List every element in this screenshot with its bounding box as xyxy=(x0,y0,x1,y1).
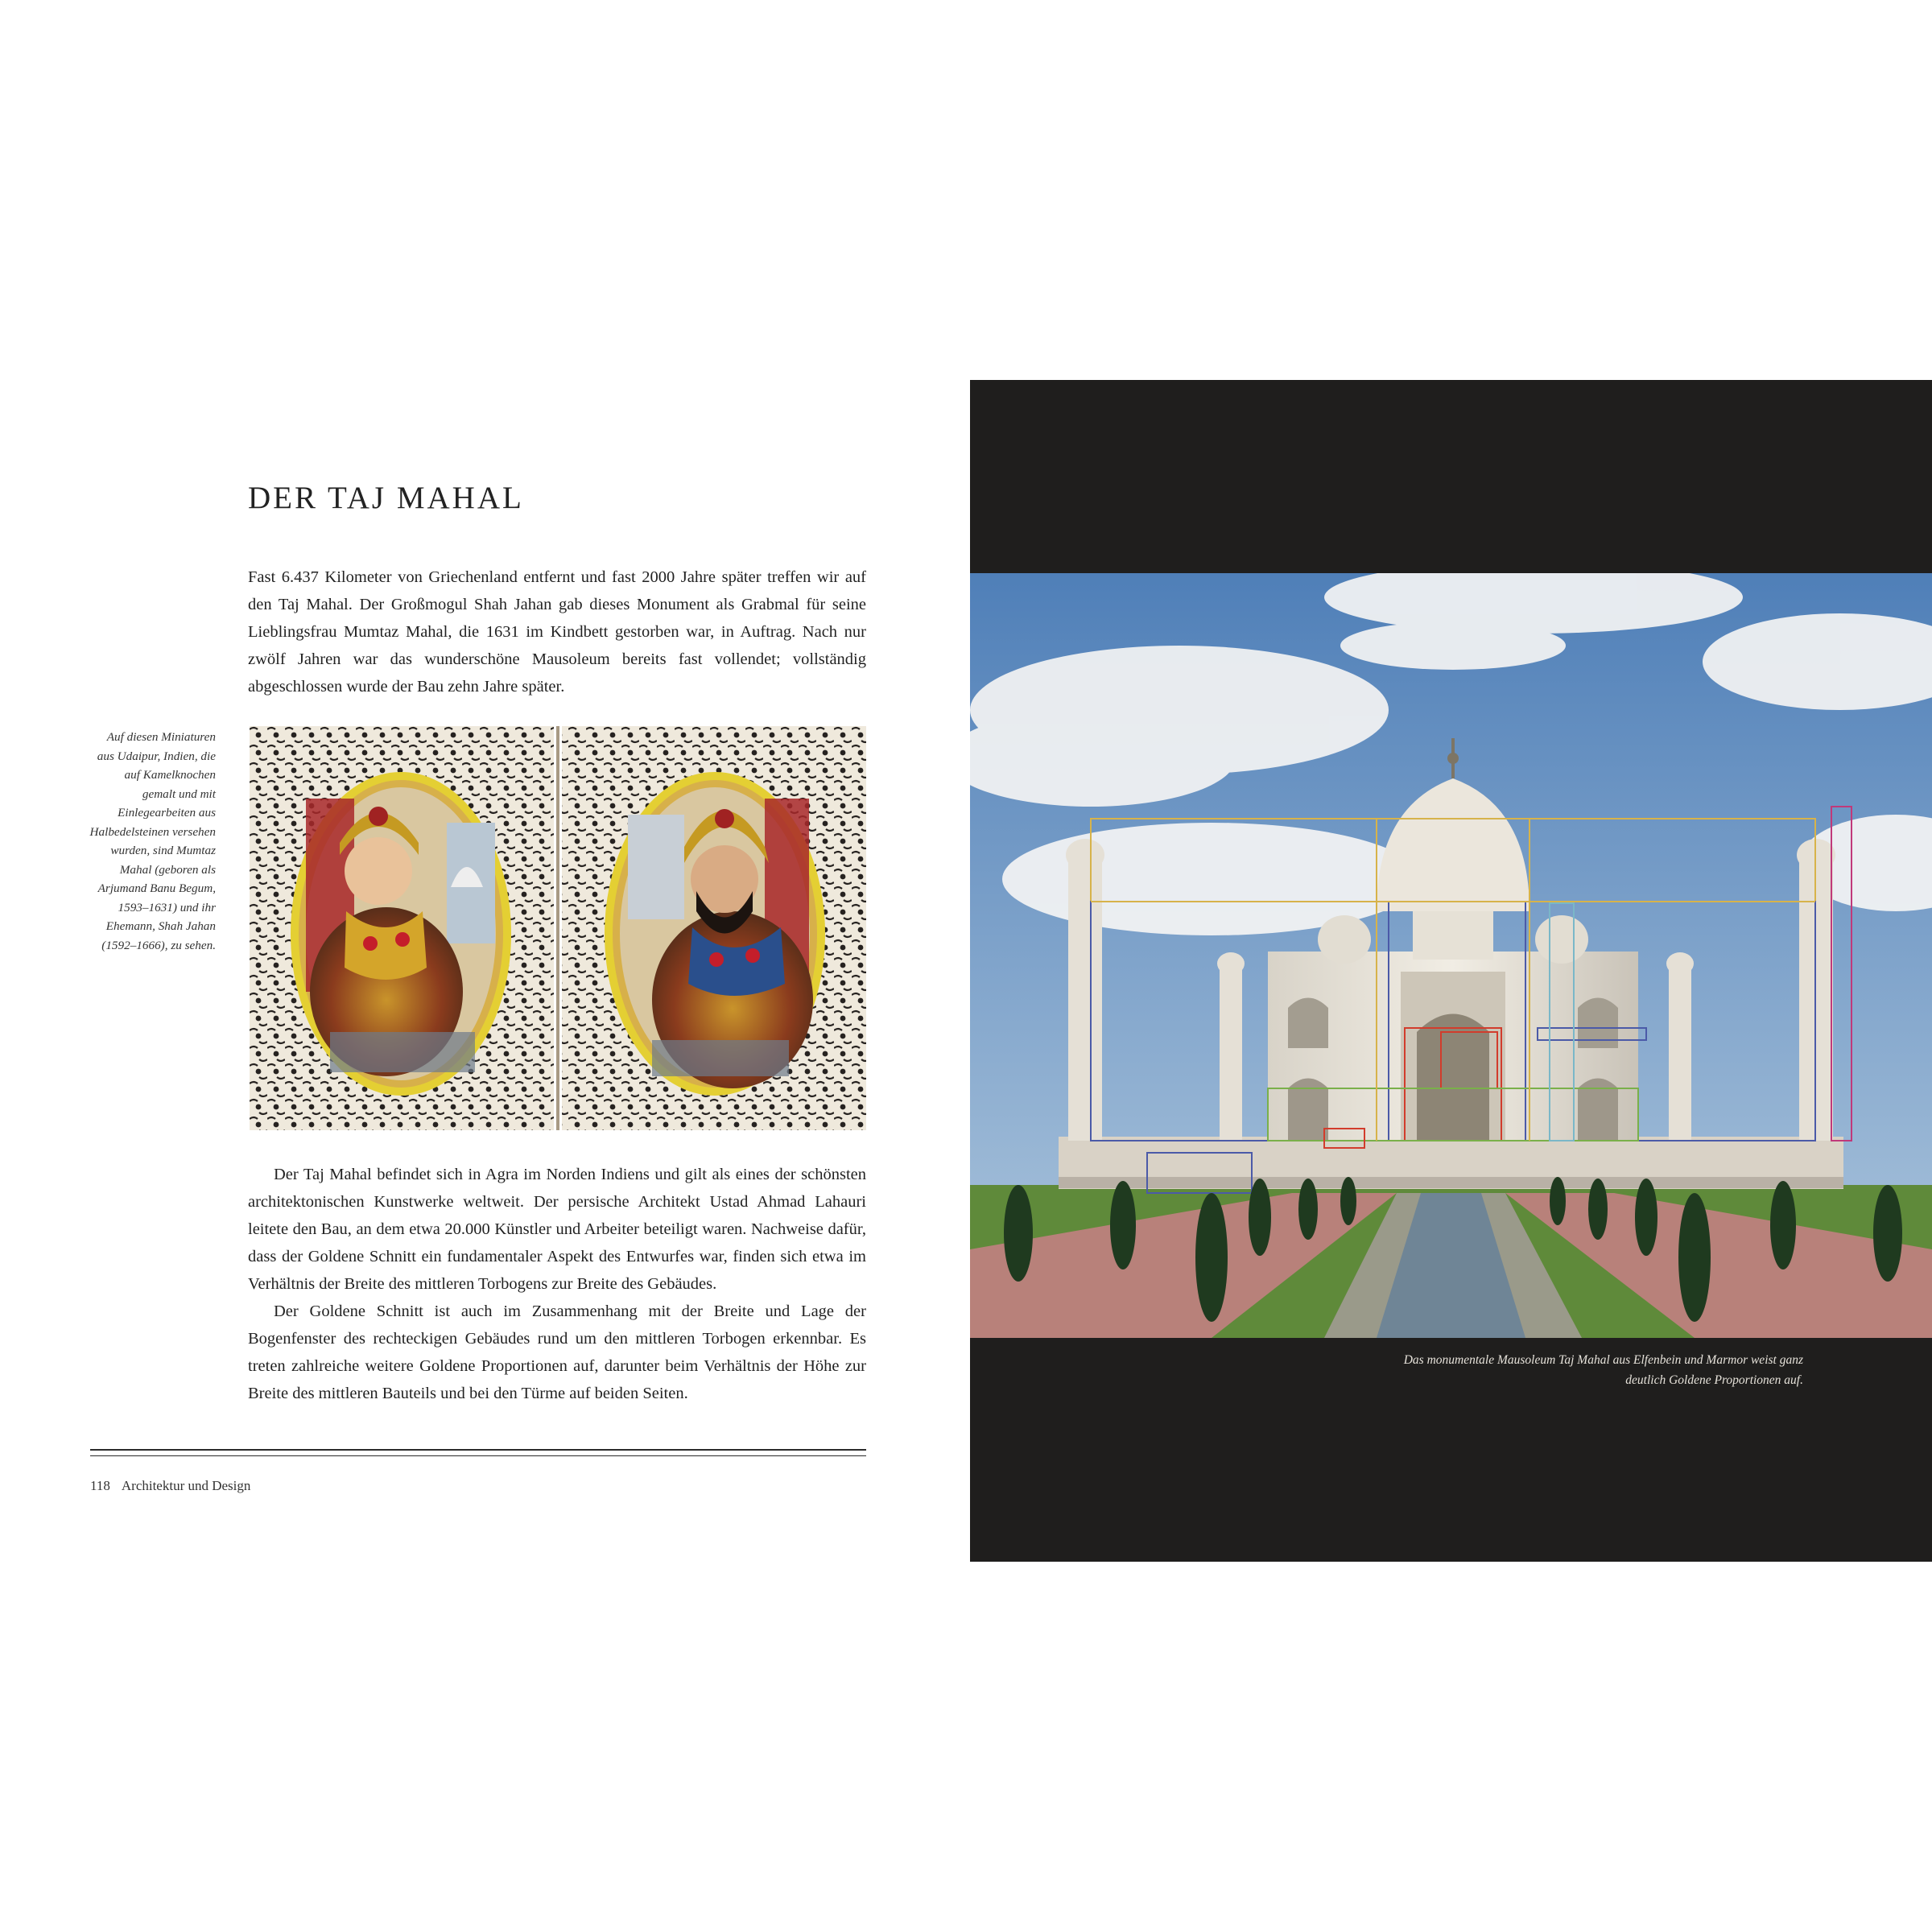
taj-mahal-photo xyxy=(970,573,1932,1338)
running-footer: Architektur und Design xyxy=(121,1478,251,1493)
page-footer xyxy=(90,1478,262,1494)
page-number: 118 xyxy=(90,1478,110,1493)
miniatures-image xyxy=(250,726,866,1130)
footer-rule xyxy=(90,1449,866,1451)
intro-paragraph: Fast 6.437 Kilometer von Griechenland entfernt und fast 2000 Jahre später treffen wir auf den Taj Mahal. Der Großmogul Shah Jahan gab dieses Monument als Grabmal für seine Lieblingsfrau Mumtaz Mahal, die 1631 im Kindbett gestorben war, in Auftrag. Nach nur zwölf Jahren war das wunderschöne Mausoleum bereits fast vollendet; vollständig abgeschlossen wurde der Bau zehn Jahre später. xyxy=(248,568,866,696)
page-title: DER TAJ MAHAL xyxy=(248,481,524,515)
mumtaz-mahal-portrait xyxy=(295,776,507,1092)
miniatures-caption: Auf diesen Miniaturen aus Udaipur, Indien, die auf Kamelknochen gemalt und mit Einlegearbeiten aus Halbedelsteinen versehen wurden, sind Mumtaz Mahal (geboren als Arjumand Banu Begum, 1593–1631) und ihr Ehemann, Shah Jahan (1592–1666), zu sehen. xyxy=(89,730,216,952)
paragraph-1: Der Taj Mahal befindet sich in Agra im Norden Indiens und gilt als eines der schönsten architektonischen Kunstwerke weltweit. Der persische Architekt Ustad Ahmad Lahauri leitete den Bau, an dem etwa 20.000 Künstler und Arbeiter beteiligt waren. Nachweise dafür, dass der Goldene Schnitt ein fundamentaler Aspekt des Entwurfes war, finden sich etwa im Verhältnis der Breite des mittleren Torbogens zur Breite des Gebäudes. xyxy=(248,1166,866,1293)
body-text-block xyxy=(248,1161,866,1407)
shah-jahan-portrait xyxy=(609,776,821,1092)
photo-caption: Das monumentale Mausoleum Taj Mahal aus Elfenbein und Marmor weist ganz deutlich Goldene Proportionen auf. xyxy=(1403,1353,1803,1387)
footer-rule-thin xyxy=(90,1455,866,1456)
paragraph-2: Der Goldene Schnitt ist auch im Zusammenhang mit der Breite und Lage der Bogenfenster des rechteckigen Gebäudes rund um den mittleren Torbogen erkennbar. Es treten zahlreiche weitere Goldene Proportionen auf, darunter beim Verhältnis der Höhe zur Breite des mittleren Bauteils und bei den Türme auf beiden Seiten. xyxy=(248,1302,866,1402)
